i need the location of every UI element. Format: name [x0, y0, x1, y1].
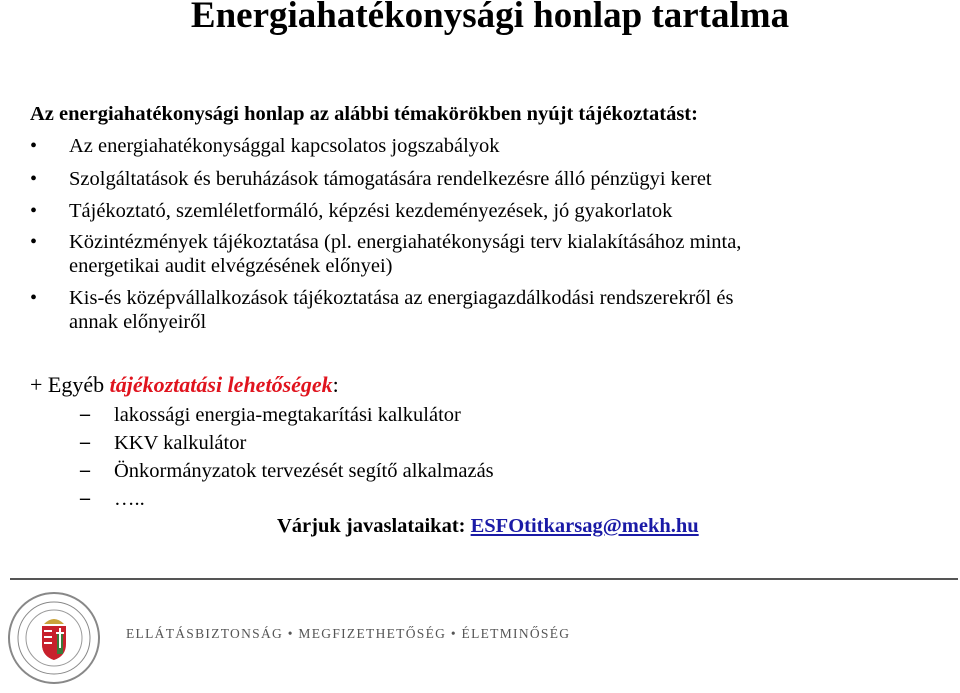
intro-heading: Az energiahatékonysági honlap az alábbi témakörökben nyújt tájékoztatást: — [30, 103, 698, 125]
list-item: Szolgáltatások és beruházások támogatására rendelkezésre álló pénzügyi keret — [69, 168, 712, 190]
mekh-logo — [4, 588, 104, 688]
bullet-icon: • — [30, 231, 38, 253]
other-highlight: tájékoztatási lehetőségek — [109, 372, 333, 397]
closing-line — [277, 514, 699, 538]
bullet-icon: • — [30, 287, 38, 309]
list-item: Közintézmények tájékoztatása (pl. energiahatékonysági terv kialakításához minta, — [69, 231, 742, 253]
bullet-icon: • — [30, 135, 38, 157]
closing-text: Várjuk javaslataikat: — [277, 515, 471, 537]
dash-icon: – — [80, 459, 90, 481]
sub-item: ….. — [114, 488, 145, 510]
other-suffix: : — [332, 372, 339, 397]
dash-icon: – — [80, 487, 90, 509]
other-prefix: + Egyéb — [30, 372, 110, 397]
slide-title: Energiahatékonysági honlap tartalma — [190, 0, 790, 36]
list-item: Tájékoztató, szemléletformáló, képzési kezdeményezések, jó gyakorlatok — [69, 200, 673, 222]
footer-divider — [10, 578, 958, 580]
list-item: Az energiahatékonysággal kapcsolatos jogszabályok — [69, 135, 500, 157]
bullet-icon: • — [30, 168, 38, 190]
other-heading — [30, 372, 339, 398]
bullet-icon: • — [30, 200, 38, 222]
footer-tagline: ELLÁTÁSBIZTONSÁG • MEGFIZETHETŐSÉG • ÉLETMINŐSÉG — [126, 626, 571, 641]
sub-item: Önkormányzatok tervezését segítő alkalmazás — [114, 460, 494, 482]
sub-item: lakossági energia-megtakarítási kalkulátor — [114, 404, 461, 426]
sub-item: KKV kalkulátor — [114, 432, 247, 454]
list-item: Kis-és középvállalkozások tájékoztatása az energiagazdálkodási rendszerekről és — [69, 287, 734, 309]
dash-icon: – — [80, 431, 90, 453]
list-item-continued: energetikai audit elvégzésének előnyei) — [69, 255, 393, 277]
list-item-continued: annak előnyeiről — [69, 311, 207, 333]
dash-icon: – — [80, 403, 90, 425]
email-link[interactable]: ESFOtitkarsag@mekh.hu — [470, 515, 699, 537]
